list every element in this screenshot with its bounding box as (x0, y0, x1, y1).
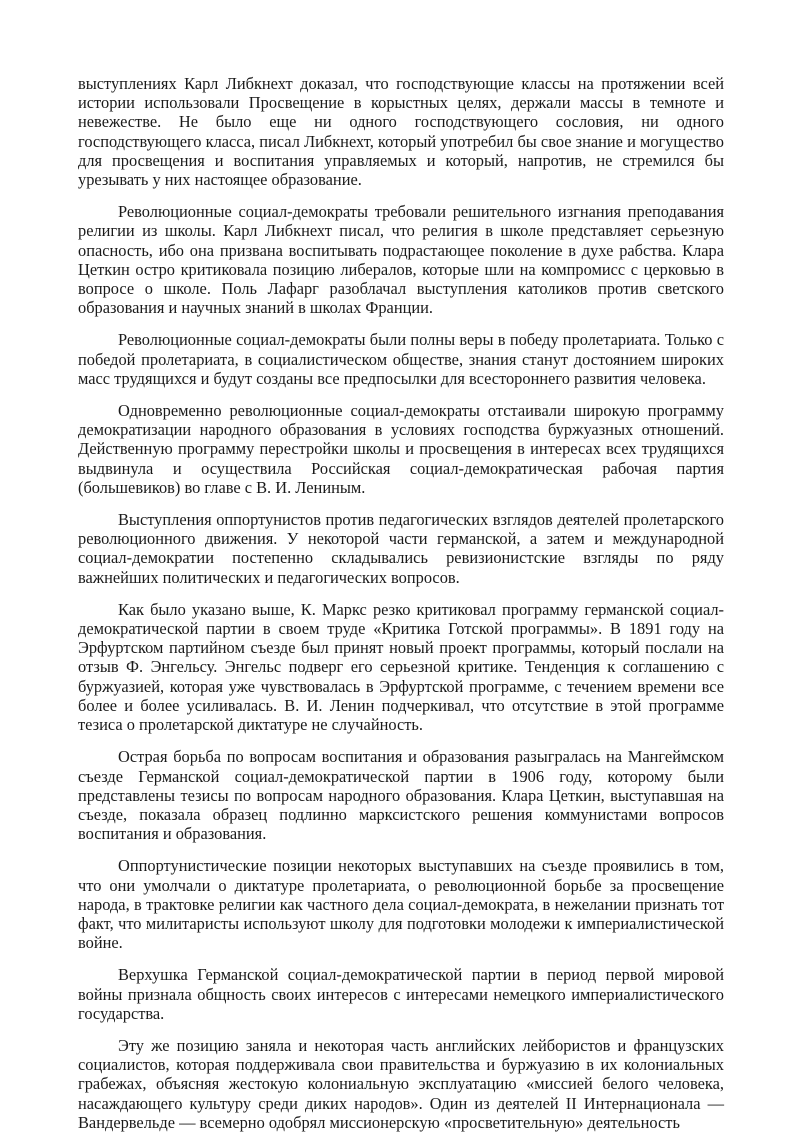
paragraph-4: Одновременно революционные социал-демократы отстаивали широкую программу демократизации народного образования в условиях господства буржуазных отношений. Действенную программу перестройки школы и просвещения в интересах всех трудящихся выдвинула и осуществила Российская социал-демократическая рабочая партия (большевиков) во главе с В. И. Лениным. (78, 401, 724, 497)
paragraph-8: Оппортунистические позиции некоторых выступавших на съезде проявились в том, что они умолчали о диктатуре пролетариата, о революционной борьбе за просвещение народа, в трактовке религии как частного дела социал-демократа, в нежелании признать тот факт, что милитаристы используют школу для подготовки молодежи к империалистической войне. (78, 856, 724, 953)
paragraph-6: Как было указано выше, К. Маркс резко критиковал программу германской социал-демократической партии в своем труде «Критика Готской программы». В 1891 году на Эрфуртском партийном съезде был принят новый проект программы, который послали на отзыв Ф. Энгельсу. Энгельс подверг его серьезной критике. Тенденция к соглашению с буржуазией, которая уже чувствовалась в Эрфуртской программе, с течением времени все более и более усиливалась. В. И. Ленин подчеркивал, что отсутствие в этой программе тезиса о пролетарской диктатуре не случайность. (78, 599, 724, 735)
paragraph-10: Эту же позицию заняла и некоторая часть английских лейбористов и французских социалистов, которая поддерживала свои правительства и буржуазию в их колониальных грабежах, объясняя жестокую колониальную эксплуатацию «миссией белого человека, насаждающего культуру среди диких народов». Один из деятелей II Интернационала — Вандервельде — всемерно одобрял миссионерскую «просветительную» деятельность (78, 1035, 724, 1132)
paragraph-2: Революционные социал-демократы требовали решительного изгнания преподавания религии из школы. Карл Либкнехт писал, что религия в школе представляет серьезную опасность, ибо она призвана воспитывать подрастающее поколение в духе рабства. Клара Цеткин остро критиковала позицию либералов, которые шли на компромисс с церковью в вопросе о школе. Поль Лафарг разоблачал выступления католиков против светского образования и научных знаний в школах Франции. (78, 202, 724, 318)
paragraph-7: Острая борьба по вопросам воспитания и образования разыгралась на Мангеймском съезде Германской социал-демократической партии в 1906 году, которому были представлены тезисы по вопросам народного образования. Клара Цеткин, выступавшая на съезде, показала образец подлинно марксистского решения коммунистами вопросов воспитания и образования. (78, 747, 724, 844)
paragraph-3: Революционные социал-демократы были полны веры в победу пролетариата. Только с победой пролетариата, в социалистическом обществе, знания станут достоянием широких масс трудящихся и будут созданы все предпосылки для всестороннего развития человека. (78, 330, 724, 388)
paragraph-5: Выступления оппортунистов против педагогических взглядов деятелей пролетарского революционного движения. У некоторой части германской, а затем и международной социал-демократии постепенно складывались ревизионистские взгляды по ряду важнейших политических и педагогических вопросов. (78, 510, 724, 587)
paragraph-1: выступлениях Карл Либкнехт доказал, что господствующие классы на протяжении всей истории использовали Просвещение в корыстных целях, держали массы в темноте и невежестве. Не было еще ни одного господствующего сословия, ни одного господствующего класса, писал Либкнехт, который употребил бы свое знание и могущество для просвещения и воспитания управляемых и который, напротив, не стремился бы урезывать у них настоящее образование. (78, 74, 724, 190)
paragraph-9: Верхушка Германской социал-демократической партии в период первой мировой войны признала общность своих интересов с интересами немецкого империалистического государства. (78, 965, 724, 1023)
document-page (78, 74, 724, 1132)
